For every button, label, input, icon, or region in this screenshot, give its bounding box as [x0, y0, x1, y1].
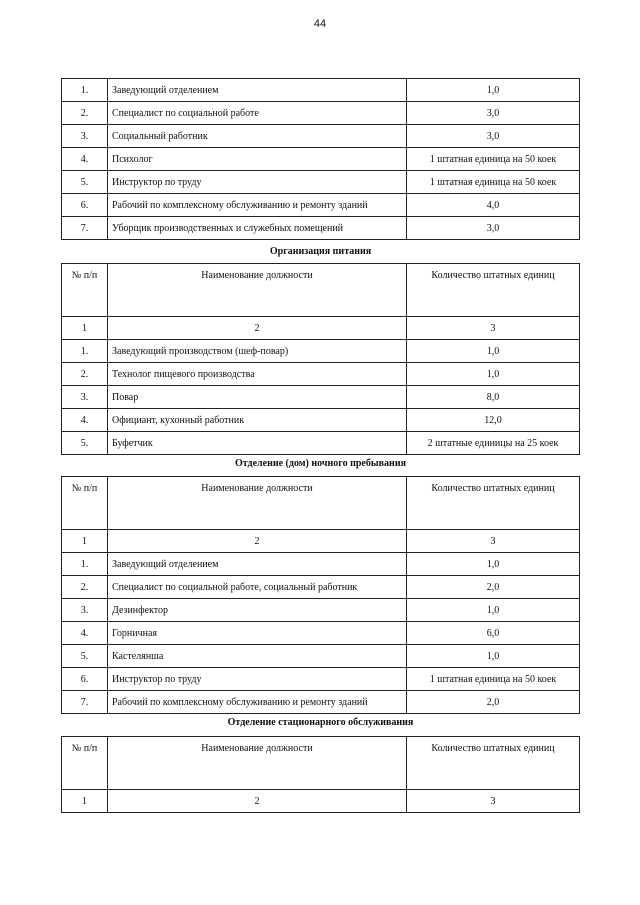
position-name: Заведующий производством (шеф-повар) [108, 340, 407, 363]
staff-quantity: 1,0 [407, 553, 580, 576]
table-header-row [62, 477, 580, 530]
row-number: 4. [62, 622, 108, 645]
position-name: Инструктор по труду [108, 668, 407, 691]
header-number: № п/п [62, 737, 108, 790]
staff-quantity: 1,0 [407, 599, 580, 622]
row-number: 1. [62, 340, 108, 363]
staff-quantity: 2,0 [407, 691, 580, 714]
header-position: Наименование должности [108, 264, 407, 317]
table-row [62, 148, 580, 171]
column-number: 3 [407, 530, 580, 553]
staff-quantity: 2,0 [407, 576, 580, 599]
position-name: Горничная [108, 622, 407, 645]
column-number: 1 [62, 790, 108, 813]
column-number: 2 [108, 790, 407, 813]
row-number: 3. [62, 386, 108, 409]
header-quantity: Количество штатных единиц [407, 477, 580, 530]
row-number: 5. [62, 432, 108, 455]
header-number: № п/п [62, 477, 108, 530]
header-quantity: Количество штатных единиц [407, 737, 580, 790]
staff-quantity: 1,0 [407, 340, 580, 363]
staff-table-night-stay [61, 476, 580, 714]
row-number: 2. [62, 576, 108, 599]
staff-quantity: 3,0 [407, 125, 580, 148]
table-row [62, 576, 580, 599]
staff-table-catering [61, 263, 580, 455]
staff-quantity: 1,0 [407, 645, 580, 668]
column-number: 1 [62, 530, 108, 553]
position-name: Заведующий отделением [108, 553, 407, 576]
row-number: 4. [62, 409, 108, 432]
row-number: 2. [62, 102, 108, 125]
section-title-night-stay: Отделение (дом) ночного пребывания [234, 458, 406, 469]
table-row [62, 622, 580, 645]
table-row [62, 668, 580, 691]
row-number: 5. [62, 645, 108, 668]
staff-quantity: 1 штатная единица на 50 коек [407, 668, 580, 691]
section-title-catering: Организация питания [269, 246, 372, 257]
column-number: 2 [108, 317, 407, 340]
staff-quantity: 1,0 [407, 363, 580, 386]
staff-quantity: 3,0 [407, 102, 580, 125]
table-row [62, 340, 580, 363]
row-number: 3. [62, 599, 108, 622]
table-row [62, 125, 580, 148]
position-name: Технолог пищевого производства [108, 363, 407, 386]
header-number: № п/п [62, 264, 108, 317]
staff-quantity: 1 штатная единица на 50 коек [407, 148, 580, 171]
position-name: Официант, кухонный работник [108, 409, 407, 432]
staff-quantity: 1,0 [407, 79, 580, 102]
staff-table-inpatient [61, 736, 580, 813]
table-row [62, 691, 580, 714]
table-row [62, 645, 580, 668]
staff-quantity: 3,0 [407, 217, 580, 240]
table-row [62, 386, 580, 409]
section-title-inpatient: Отделение стационарного обслуживания [227, 717, 414, 728]
column-numbering-row [62, 530, 580, 553]
table-row [62, 171, 580, 194]
table-row [62, 553, 580, 576]
column-number: 2 [108, 530, 407, 553]
column-numbering-row [62, 317, 580, 340]
row-number: 4. [62, 148, 108, 171]
position-name: Рабочий по комплексному обслуживанию и ремонту зданий [108, 691, 407, 714]
staff-quantity: 2 штатные единицы на 25 коек [407, 432, 580, 455]
row-number: 2. [62, 363, 108, 386]
column-number: 1 [62, 317, 108, 340]
table-header-row [62, 737, 580, 790]
staff-table-1 [61, 78, 580, 240]
row-number: 3. [62, 125, 108, 148]
position-name: Инструктор по труду [108, 171, 407, 194]
column-numbering-row [62, 790, 580, 813]
table-row [62, 194, 580, 217]
header-position: Наименование должности [108, 737, 407, 790]
column-number: 3 [407, 317, 580, 340]
table-row [62, 363, 580, 386]
position-name: Психолог [108, 148, 407, 171]
staff-quantity: 8,0 [407, 386, 580, 409]
position-name: Социальный работник [108, 125, 407, 148]
header-position: Наименование должности [108, 477, 407, 530]
table-row [62, 79, 580, 102]
staff-quantity: 4,0 [407, 194, 580, 217]
position-name: Буфетчик [108, 432, 407, 455]
row-number: 6. [62, 668, 108, 691]
position-name: Специалист по социальной работе, социальный работник [108, 576, 407, 599]
table-row [62, 599, 580, 622]
row-number: 7. [62, 217, 108, 240]
header-quantity: Количество штатных единиц [407, 264, 580, 317]
position-name: Специалист по социальной работе [108, 102, 407, 125]
staff-quantity: 1 штатная единица на 50 коек [407, 171, 580, 194]
position-name: Дезинфектор [108, 599, 407, 622]
row-number: 1. [62, 553, 108, 576]
staff-quantity: 12,0 [407, 409, 580, 432]
row-number: 6. [62, 194, 108, 217]
table-row [62, 102, 580, 125]
table-header-row [62, 264, 580, 317]
position-name: Рабочий по комплексному обслуживанию и ремонту зданий [108, 194, 407, 217]
row-number: 7. [62, 691, 108, 714]
table-row [62, 217, 580, 240]
table-row [62, 409, 580, 432]
position-name: Заведующий отделением [108, 79, 407, 102]
page-number: 44 [313, 18, 327, 30]
position-name: Повар [108, 386, 407, 409]
position-name: Уборщик производственных и служебных помещений [108, 217, 407, 240]
column-number: 3 [407, 790, 580, 813]
row-number: 5. [62, 171, 108, 194]
position-name: Кастелянша [108, 645, 407, 668]
staff-quantity: 6,0 [407, 622, 580, 645]
table-row [62, 432, 580, 455]
row-number: 1. [62, 79, 108, 102]
